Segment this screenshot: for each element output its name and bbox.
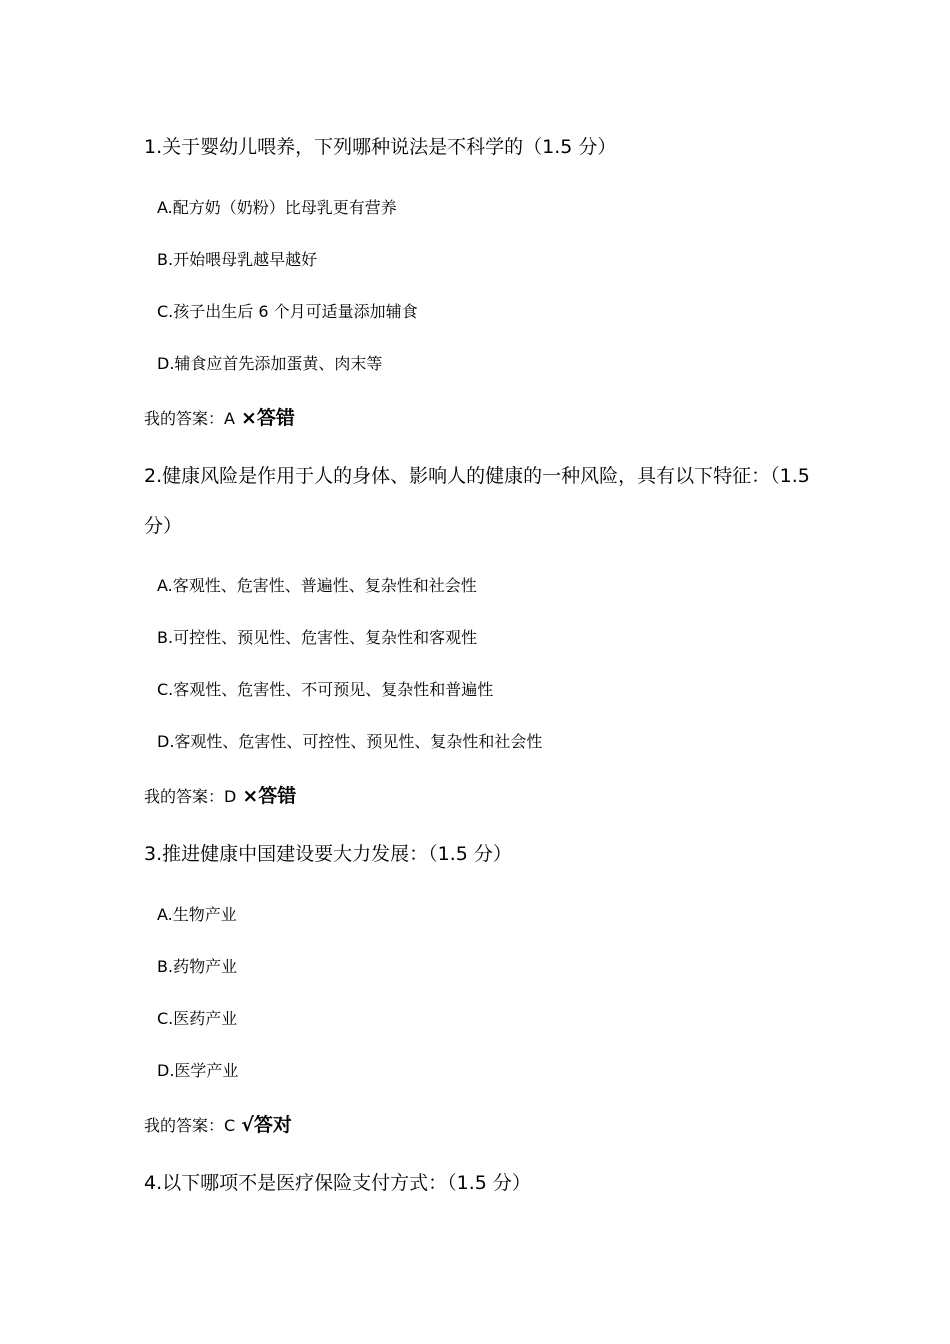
question-title: 3.推进健康中国建设要大力发展：（1.5 分） (144, 843, 512, 865)
option-a: A.生物产业 (157, 905, 237, 924)
option-a: A.客观性、危害性、普遍性、复杂性和社会性 (157, 576, 477, 595)
answer-result-wrong: ×答错 (242, 785, 297, 807)
question-title: 2.健康风险是作用于人的身体、影响人的健康的一种风险，具有以下特征：（1.5 分） (144, 465, 810, 537)
option-d: D.医学产业 (157, 1061, 239, 1080)
option-c: C.客观性、危害性、不可预见、复杂性和普遍性 (157, 680, 494, 699)
option-b: B.开始喂母乳越早越好 (157, 250, 318, 269)
my-answer (144, 784, 296, 809)
answer-result-wrong: ×答错 (240, 407, 295, 429)
option-b: B.药物产业 (157, 957, 238, 976)
answer-result-correct: √答对 (241, 1114, 292, 1136)
option-d: D.辅食应首先添加蛋黄、肉末等 (157, 354, 383, 373)
my-answer (144, 1113, 292, 1138)
answer-label: 我的答案：C (144, 1116, 236, 1135)
question-title: 1.关于婴幼儿喂养，下列哪种说法是不科学的（1.5 分） (144, 136, 617, 158)
answer-label: 我的答案：A (144, 409, 235, 428)
option-c: C.孩子出生后 6 个月可适量添加辅食 (157, 302, 418, 321)
my-answer (144, 406, 295, 431)
answer-label: 我的答案：D (144, 787, 237, 806)
question-title: 4.以下哪项不是医疗保险支付方式：（1.5 分） (144, 1172, 531, 1194)
option-c: C.医药产业 (157, 1009, 238, 1028)
option-d: D.客观性、危害性、可控性、预见性、复杂性和社会性 (157, 732, 543, 751)
option-b: B.可控性、预见性、危害性、复杂性和客观性 (157, 628, 478, 647)
option-a: A.配方奶（奶粉）比母乳更有营养 (157, 198, 397, 217)
